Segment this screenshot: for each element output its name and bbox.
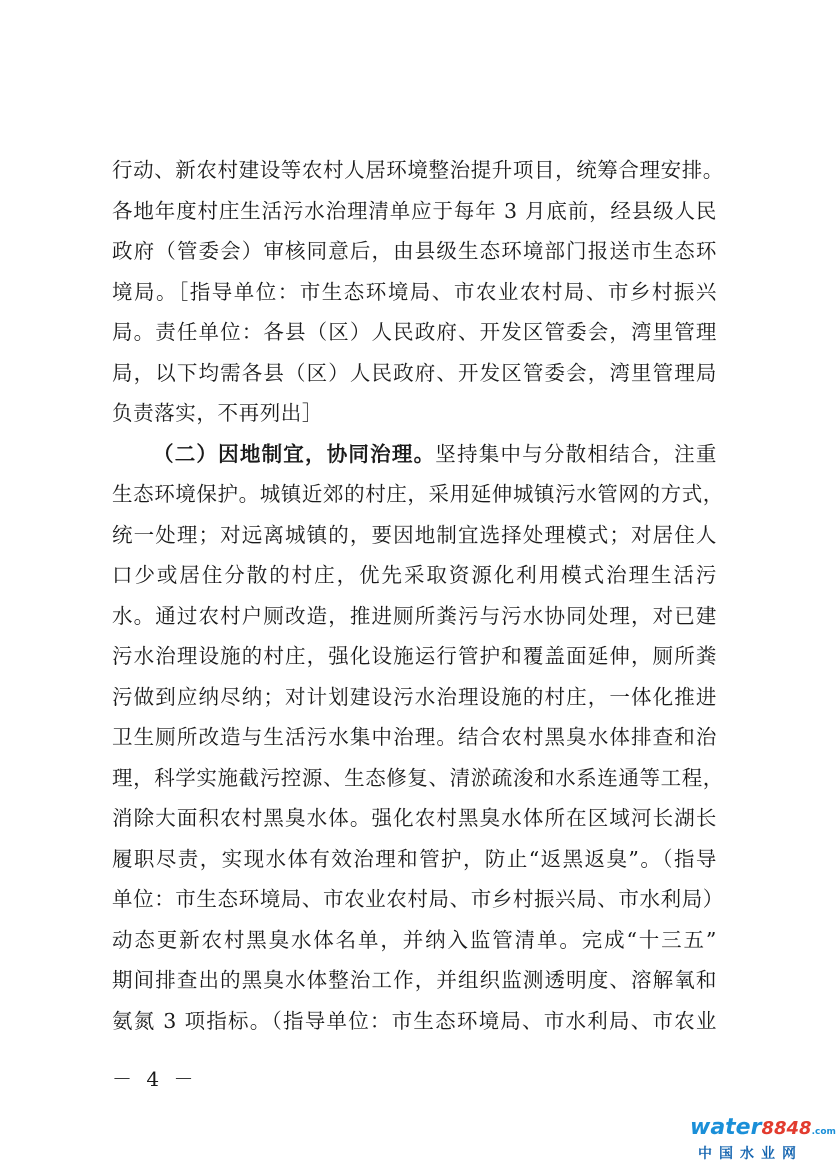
text-line: 政府（管委会）审核同意后，由县级生态环境部门报送市生态环 xyxy=(112,239,717,263)
text-line: 期间排查出的黑臭水体整治工作，并组织监测透明度、溶解氧和 xyxy=(112,968,717,992)
text-line: 水。通过农村户厕改造，推进厕所粪污与污水协同处理，对已建 xyxy=(112,603,717,628)
text-line: 境局。［指导单位：市生态环境局、市农业农村局、市乡村振兴 xyxy=(112,279,717,304)
text-line: 局。责任单位：各县（区）人民政府、开发区管委会，湾里管理 xyxy=(112,320,717,344)
logo-domain: .com xyxy=(811,1127,836,1137)
text-line: 局，以下均需各县（区）人民政府、开发区管委会，湾里管理局 xyxy=(112,360,717,385)
watermark-logo xyxy=(690,1115,836,1163)
text-line: 统一处理；对远离城镇的，要因地制宜选择处理模式；对居住人 xyxy=(112,522,717,547)
text-line: 口少或居住分散的村庄，优先采取资源化利用模式治理生活污 xyxy=(112,563,717,587)
text-line: 污做到应纳尽纳；对计划建设污水治理设施的村庄，一体化推进 xyxy=(112,684,717,709)
text-line: 单位：市生态环境局、市农业农村局、市乡村振兴局、市水利局） xyxy=(112,887,724,911)
text-line: 卫生厕所改造与生活污水集中治理。结合农村黑臭水体排查和治 xyxy=(112,725,717,749)
text-line: 各地年度村庄生活污水治理清单应于每年 3 月底前，经县级人民 xyxy=(112,198,717,223)
text-line: 污水治理设施的村庄，强化设施运行管护和覆盖面延伸，厕所粪 xyxy=(112,644,717,668)
text-line: 动态更新农村黑臭水体名单，并纳入监管清单。完成“十三五” xyxy=(112,927,717,952)
text-line: 负责落实，不再列出］ xyxy=(112,401,323,425)
text-line: 生态环境保护。城镇近郊的村庄，采用延伸城镇污水管网的方式， xyxy=(112,482,724,506)
section-heading: （二）因地制宜，协同治理。 xyxy=(153,441,436,466)
text-line: 氨氮 3 项指标。（指导单位：市生态环境局、市水利局、市农业 xyxy=(112,1008,717,1033)
section-first-line xyxy=(112,434,717,475)
document-body xyxy=(112,150,724,1041)
logo-brand: water xyxy=(690,1115,762,1140)
page-number: － 4 － xyxy=(112,1067,198,1091)
text-line: 行动、新农村建设等农村人居环境整治提升项目，统筹合理安排。 xyxy=(112,158,724,182)
logo-subtitle: 中国水业网 xyxy=(698,1146,803,1162)
logo-number: 8848 xyxy=(761,1118,812,1139)
text-line: 理，科学实施截污控源、生态修复、清淤疏浚和水系连通等工程， xyxy=(112,765,724,790)
logo-wordmark xyxy=(690,1115,836,1141)
text-line: 履职尽责，实现水体有效治理和管护，防止“返黑返臭”。（指导 xyxy=(112,846,717,871)
text-line: 消除大面积农村黑臭水体。强化农村黑臭水体所在区域河长湖长 xyxy=(112,806,717,830)
section-first-line-text: 坚持集中与分散相结合，注重 xyxy=(435,441,717,466)
